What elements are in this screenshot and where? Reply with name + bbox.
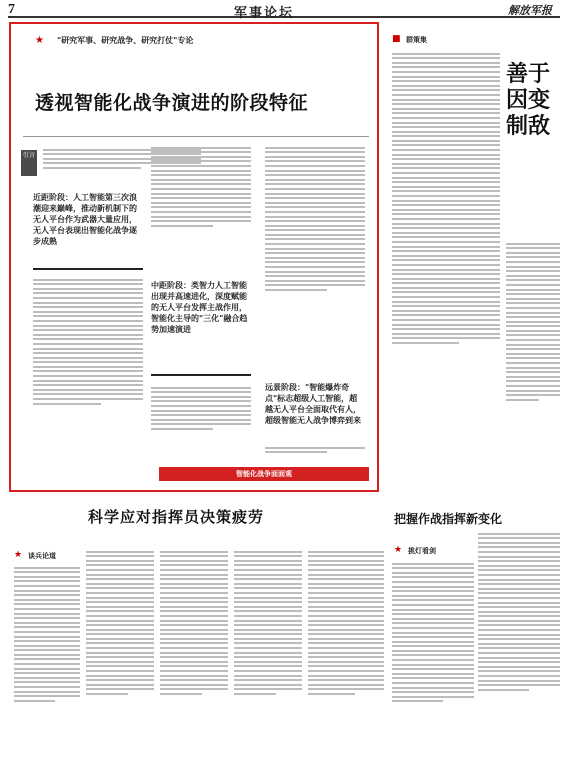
page-number: 7 (8, 2, 15, 17)
pullquote: 中距阶段：类智力人工智能出现并高速进化，深度赋能的无人平台发挥主战作用，智能化主导的"三化"融合趋势加速演进 (151, 281, 248, 334)
divider (151, 374, 251, 376)
body-column (33, 276, 143, 482)
paper-name: 解放军报 (508, 4, 552, 17)
series-banner: 智能化战争面面观 (159, 467, 369, 481)
column-marker-icon: ★ (394, 545, 403, 555)
body-column (478, 530, 560, 778)
article-headline[interactable]: 透视智能化战争演进的阶段特征 (35, 92, 309, 114)
body-column (86, 548, 154, 778)
body-column (392, 50, 500, 495)
vertical-headline[interactable]: 善于因变制敌 (506, 62, 551, 139)
divider (23, 136, 369, 137)
pullquote: 远景阶段："智能爆炸奇点"标志超级人工智能，超越无人平台全面取代有人，超级智能无人战争博弈到来 (265, 383, 361, 425)
column-tag-label: "研究军事、研究战争、研究打仗"专论 (57, 36, 194, 45)
article-headline[interactable]: 科学应对指挥员决策疲劳 (88, 508, 265, 526)
column-label: 挑灯看剑 (408, 547, 436, 555)
masthead (8, 2, 560, 21)
article-headline[interactable]: 把握作战指挥新变化 (394, 512, 503, 526)
column-label: 谈兵论道 (28, 552, 56, 560)
body-column (151, 384, 251, 460)
star-emblem-icon: ★ (35, 35, 44, 46)
pullquote: 近距阶段：人工智能第三次浪潮迎来巅峰，推动新机制下的无人平台作为武器大量应用，无人平台表现出智能化战争逐步成熟 (33, 193, 137, 246)
body-column (151, 144, 251, 274)
body-column (234, 548, 302, 778)
divider (33, 268, 143, 270)
column-marker-icon: ★ (14, 550, 23, 560)
body-column (265, 444, 365, 462)
body-column (160, 548, 228, 778)
body-column (308, 548, 384, 778)
body-column (392, 560, 474, 778)
lede-tag: 引言 (21, 150, 37, 176)
column-label: 群策集 (406, 36, 427, 44)
column-tag (23, 32, 223, 50)
column-marker-icon: ■ (392, 34, 401, 44)
body-column (265, 144, 365, 376)
section-name: 军事论坛 (234, 6, 295, 21)
body-column (14, 564, 80, 778)
feature-article[interactable] (9, 22, 379, 492)
body-column (506, 240, 560, 495)
